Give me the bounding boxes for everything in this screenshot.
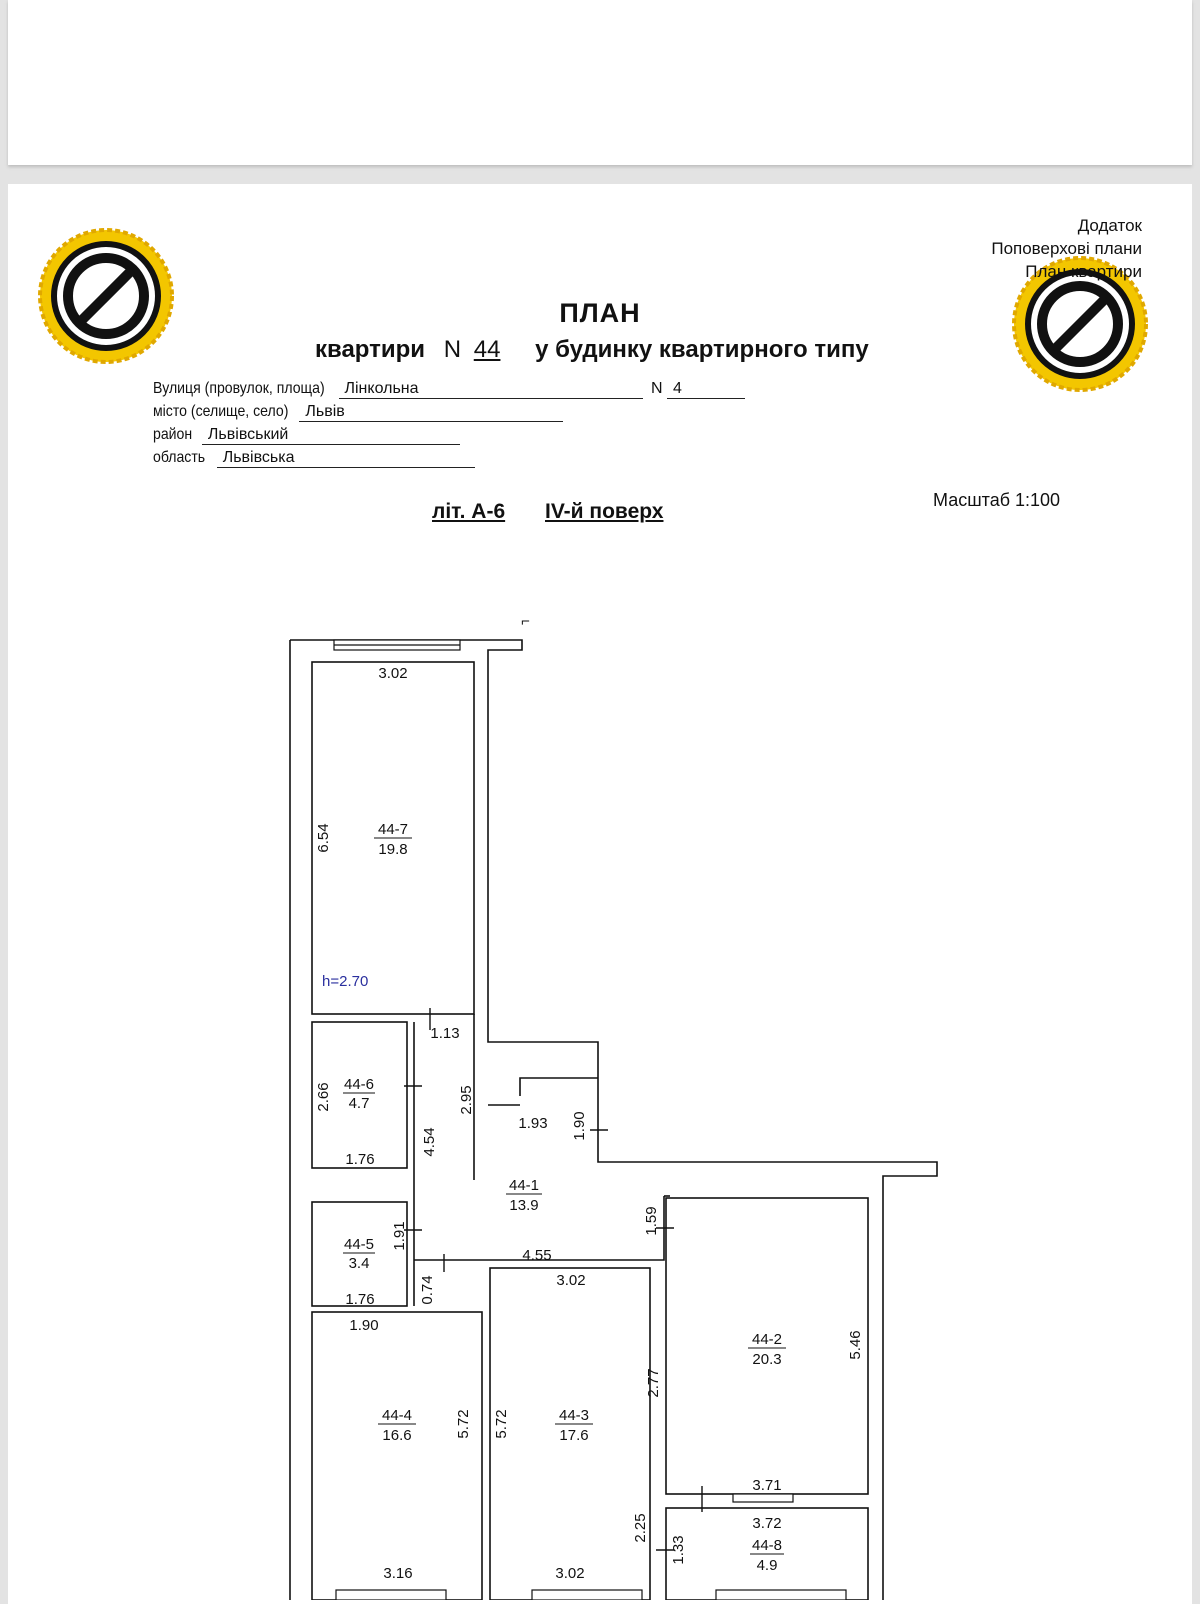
room-label-44-7 [374, 821, 412, 858]
dimension-label: 1.33 [670, 1535, 687, 1565]
building-type: у будинку квартирного типу [535, 336, 869, 363]
dimension-label: 2.25 [632, 1513, 649, 1543]
dimension-label: 3.02 [556, 1272, 586, 1289]
room-area: 4.9 [756, 1557, 778, 1574]
dimension-label: 1.59 [643, 1206, 660, 1236]
dimension-label: 2.95 [458, 1085, 475, 1115]
room-label-44-6 [343, 1076, 375, 1112]
district-value: Львівський [202, 426, 460, 445]
room-id: 44-3 [558, 1407, 590, 1424]
room-area: 4.7 [348, 1095, 370, 1112]
district-label: район [153, 426, 193, 443]
plan-title: ПЛАН [559, 298, 641, 328]
dimension-label: 1.13 [430, 1025, 460, 1042]
room-label-44-8 [750, 1537, 784, 1574]
corner-mark: ⌐ [521, 613, 530, 630]
room-id: 44-2 [751, 1331, 783, 1348]
door-marks [404, 1008, 702, 1550]
dimension-label: 4.54 [421, 1127, 438, 1157]
dimension-label: 3.72 [752, 1515, 782, 1532]
dimension-label: 1.90 [349, 1317, 379, 1334]
dimension-label: 3.02 [555, 1565, 585, 1582]
room-area: 3.4 [348, 1255, 370, 1272]
dimension-label: 1.91 [391, 1221, 408, 1251]
appendix-line-1: Додаток [1077, 216, 1142, 235]
street-label: Вулиця (провулок, площа) [153, 380, 325, 397]
windows [334, 640, 846, 1600]
dimension-label: 3.71 [752, 1477, 782, 1494]
room-id: 44-1 [508, 1177, 540, 1194]
dimension-label: 6.54 [315, 823, 332, 853]
room-label-44-3 [555, 1407, 593, 1444]
room-area: 19.8 [378, 841, 408, 858]
dimension-label: 2.66 [315, 1082, 332, 1112]
room-area: 16.6 [382, 1427, 412, 1444]
street-value: Лінкольна [339, 380, 643, 399]
room-id: 44-8 [751, 1537, 783, 1554]
dimension-label: 0.74 [419, 1275, 436, 1305]
floor-label: IV-й поверх [545, 500, 664, 523]
room-label-44-4 [378, 1407, 416, 1444]
apartment-number: 44 [473, 336, 501, 363]
dimension-label: 2.77 [645, 1368, 662, 1398]
appendix-line-2: Поповерхові плани [991, 239, 1142, 258]
dimension-label: 3.02 [378, 665, 408, 682]
walls [290, 640, 937, 1600]
apartment-label: квартири [315, 336, 426, 363]
dimension-label: 1.90 [571, 1111, 588, 1141]
dimension-label: 3.16 [383, 1565, 413, 1582]
dimension-label: 4.55 [522, 1247, 552, 1264]
room-label-44-1 [506, 1177, 542, 1214]
house-number-value: 4 [667, 380, 745, 399]
ceiling-height: h=2.70 [322, 973, 369, 990]
city-value: Львів [299, 403, 563, 422]
dimension-label: 5.72 [455, 1409, 472, 1439]
room-id: 44-6 [343, 1076, 375, 1093]
room-id: 44-5 [343, 1236, 375, 1253]
number-sign: N [443, 336, 462, 363]
room-label-44-5 [343, 1236, 375, 1272]
dimension-label: 1.76 [345, 1151, 375, 1168]
region-value: Львівська [217, 449, 475, 468]
dimension-label: 5.46 [847, 1330, 864, 1360]
region-label: область [153, 449, 206, 466]
building-letter: літ. А-6 [432, 500, 506, 523]
appendix-line-3: План квартири [1025, 262, 1142, 281]
room-area: 13.9 [509, 1197, 539, 1214]
dimension-label: 1.93 [518, 1115, 548, 1132]
room-area: 20.3 [752, 1351, 782, 1368]
dimension-label: 5.72 [493, 1409, 510, 1439]
room-id: 44-7 [377, 821, 409, 838]
room-area: 17.6 [559, 1427, 589, 1444]
city-label: місто (селище, село) [153, 403, 289, 420]
room-id: 44-4 [381, 1407, 413, 1424]
scale-label: Масштаб 1:100 [933, 490, 1061, 510]
room-label-44-2 [748, 1331, 786, 1368]
dimension-label: 1.76 [345, 1291, 375, 1308]
house-number-label: N [650, 380, 663, 397]
dimension-labels [315, 665, 864, 1582]
